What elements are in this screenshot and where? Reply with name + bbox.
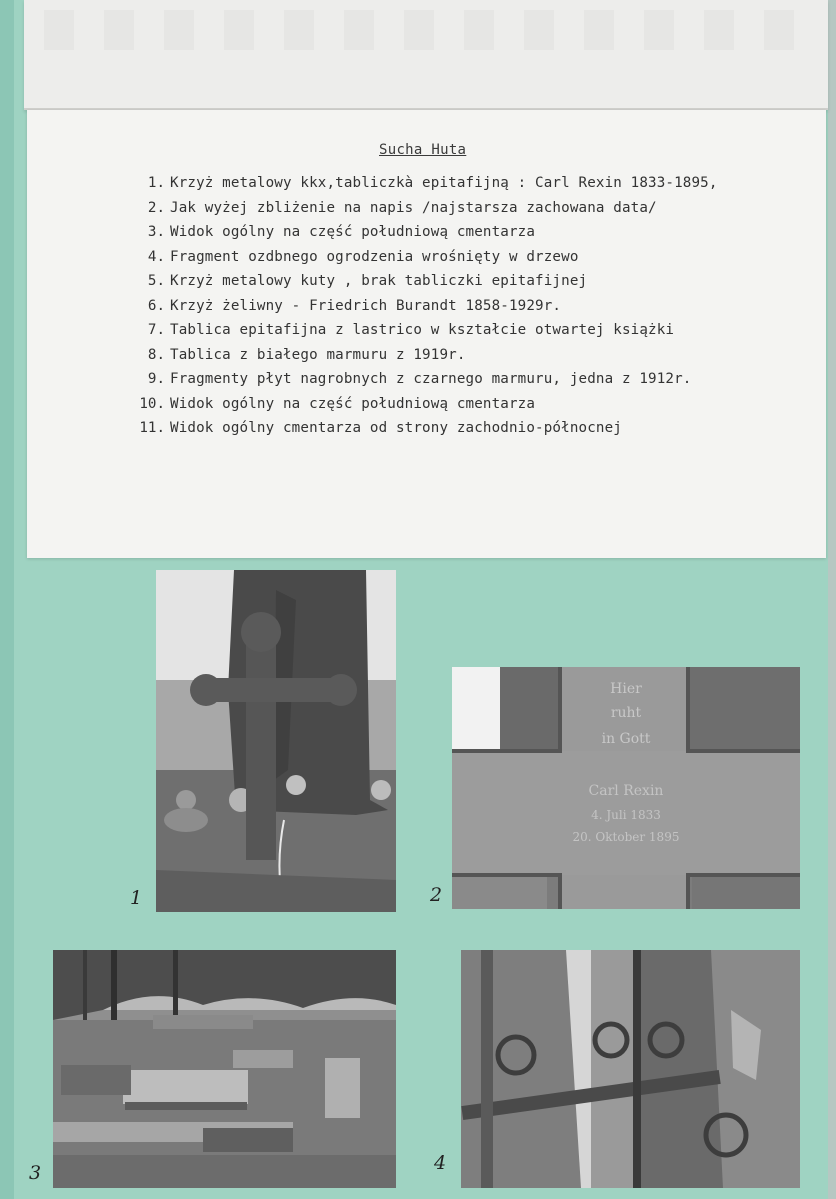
inscription-line: Hier xyxy=(610,681,642,697)
photo-fence-in-tree-image xyxy=(461,950,800,1188)
caption-text: Tablica epitafijna z lastrico w kształcie otwartej książki xyxy=(170,322,675,338)
caption-number: 7. xyxy=(147,322,165,338)
photo-number-4: 4 xyxy=(434,1152,447,1174)
caption-row xyxy=(127,371,817,396)
caption-text: Krzyż metalowy kuty , brak tabliczki epitafijnej xyxy=(170,273,588,289)
caption-row xyxy=(127,224,817,249)
caption-row xyxy=(127,175,817,200)
caption-number: 6. xyxy=(147,297,165,314)
caption-text: Tablica z białego marmuru z 1919r. xyxy=(170,346,466,363)
inscription-line: ruht xyxy=(610,705,642,721)
caption-row xyxy=(127,347,817,372)
caption-text: Krzyż żeliwny - Friedrich Burandt 1858-1929r. xyxy=(170,297,562,314)
inscription-line: 4. Juli 1833 xyxy=(591,808,661,822)
caption-row xyxy=(127,249,817,274)
photo-number-1: 1 xyxy=(130,887,143,909)
caption-text: Widok ogólny na część południową cmentarza xyxy=(170,395,536,412)
caption-number: 9. xyxy=(147,371,165,387)
tracing-paper-texture xyxy=(44,10,804,50)
typed-caption-sheet xyxy=(27,110,826,558)
caption-text: Fragmenty płyt nagrobnych z czarnego marmuru, jedna z 1912r. xyxy=(170,371,692,387)
photo-cross-tree xyxy=(156,570,396,912)
caption-number: 3. xyxy=(147,224,165,240)
sheet-title: Sucha Huta xyxy=(379,142,467,158)
caption-text: Fragment ozdbnego ogrodzenia wrośnięty w drzewo xyxy=(170,248,579,265)
caption-text: Widok ogólny na część południową cmentarza xyxy=(170,224,536,240)
caption-number: 11. xyxy=(139,420,165,436)
caption-number: 1. xyxy=(147,175,165,191)
caption-list xyxy=(127,175,817,445)
caption-row xyxy=(127,396,817,421)
caption-row xyxy=(127,420,817,445)
caption-row xyxy=(127,273,817,298)
caption-number: 8. xyxy=(147,346,165,363)
photo-inscription-closeup xyxy=(452,667,800,909)
photo-inscription-closeup-image xyxy=(452,667,800,909)
caption-number: 4. xyxy=(147,248,165,265)
photo-cemetery-view-image xyxy=(53,950,396,1188)
album-right-edge xyxy=(828,0,836,1199)
inscription-line: Carl Rexin xyxy=(588,783,664,799)
photo-number-3: 3 xyxy=(29,1162,42,1184)
caption-row xyxy=(127,200,817,225)
caption-text: Jak wyżej zbliżenie na napis /najstarsza zachowana data/ xyxy=(170,199,657,216)
caption-text: Krzyż metalowy kkx,tabliczkà epitafijną : Carl Rexin 1833-1895, xyxy=(170,175,718,191)
photo-fence-in-tree xyxy=(461,950,800,1188)
caption-number: 2. xyxy=(147,199,165,216)
caption-number: 5. xyxy=(147,273,165,289)
photo-cemetery-view xyxy=(53,950,396,1188)
photo-cross-tree-image xyxy=(156,570,396,912)
photo-number-2: 2 xyxy=(430,884,443,906)
tracing-paper-flap xyxy=(24,0,828,110)
inscription-line: in Gott xyxy=(601,731,651,747)
caption-row xyxy=(127,298,817,323)
inscription-line: 20. Oktober 1895 xyxy=(572,830,680,844)
caption-number: 10. xyxy=(139,395,165,412)
caption-text: Widok ogólny cmentarza od strony zachodnio-północnej xyxy=(170,420,622,436)
caption-row xyxy=(127,322,817,347)
album-page-edge xyxy=(0,0,14,1199)
